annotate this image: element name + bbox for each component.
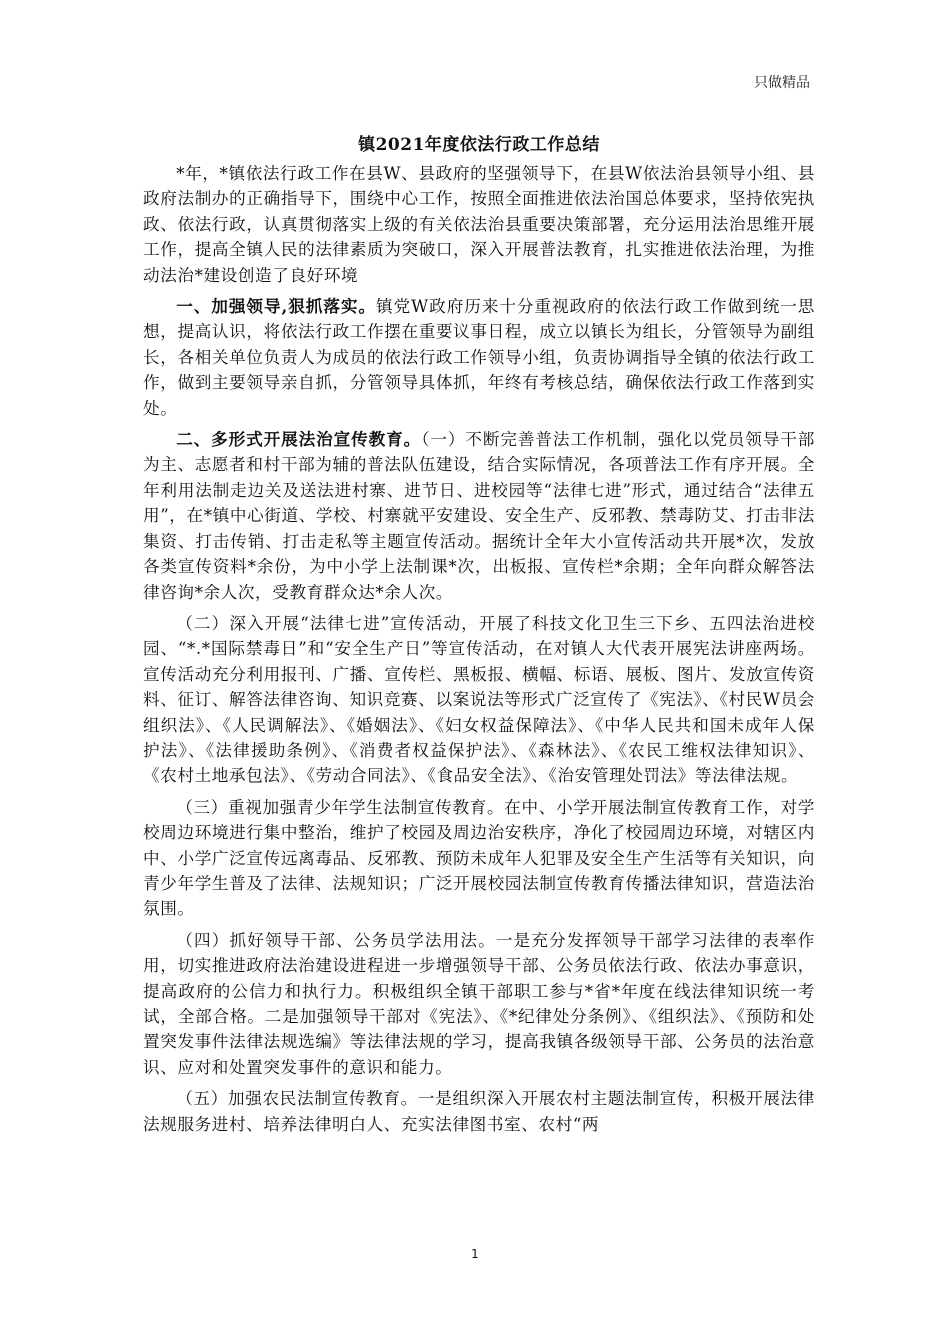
paragraph-text: *年，*镇依法行政工作在县W、县政府的坚强领导下，在县W依法治县领导小组、县政府法制办的正确指导下，围绕中心工作，按照全面推进依法治国总体要求，坚持依宪执政、依法行政，认真贯彻落实上级的有关依法治县重要决策部署，充分运用法治思维开展工作，提高全镇人民的法律素质为突破口，深入开展普法教育，扎实推进依法治理，为推动法治*建设创造了良好环境: [143, 164, 815, 285]
paragraph-text: 镇党W政府历来十分重视政府的依法行政工作做到统一思想，提高认识，将依法行政工作摆在重要议事日程，成立以镇长为组长，分管领导为副组长，各相关单位负责人为成员的依法行政工作领导小组，负责协调指导全镇的依法行政工作，做到主要领导亲自抓，分管领导具体抓，年终有考核总结，确保依法行政工作落到实处。: [143, 297, 815, 418]
paragraph-section-1: [143, 294, 815, 421]
paragraph-text: （四）抓好领导干部、公务员学法用法。一是充分发挥领导干部学习法律的表率作用，切实推进政府法治建设进程进一步增强领导干部、公务员依法行政、依法办事意识，提高政府的公信力和执行力。积极组织全镇干部职工参与*省*年度在线法律知识统一考试，全部合格。二是加强领导干部对《宪法》、《*纪律处分条例》、《组织法》、《预防和处置突发事件法律法规选编》等法律法规的学习，提高我镇各级领导干部、公务员的法治意识、应对和处置突发事件的意识和能力。: [143, 930, 815, 1077]
paragraph-item-3: [143, 795, 815, 922]
paragraph-item-2: [143, 611, 815, 789]
header-note: 只做精品: [754, 75, 810, 91]
paragraph-text: （五）加强农民法制宣传教育。一是组织深入开展农村主题法制宣传，积极开展法律法规服务进村、培养法律明白人、充实法律图书室、农村“两: [143, 1089, 815, 1134]
section-heading: 一、加强领导,狠抓落实。: [176, 296, 377, 317]
section-heading: 二、多形式开展法治宣传教育。: [176, 429, 422, 450]
paragraph-item-5: [143, 1086, 815, 1137]
paragraph-section-2: [143, 427, 815, 605]
paragraph-item-4: [143, 928, 815, 1080]
page-number: 1: [471, 1247, 479, 1261]
paragraph-intro: [143, 161, 815, 288]
document-body: [143, 131, 815, 1143]
paragraph-text: （三）重视加强青少年学生法制宣传教育。在中、小学开展法制宣传教育工作，对学校周边环境进行集中整治，维护了校园及周边治安秩序，净化了校园周边环境，对辖区内中、小学广泛宣传远离毒品、反邪教、预防未成年人犯罪及安全生产生活等有关知识，向青少年学生普及了法律、法规知识；广泛开展校园法制宣传教育传播法律知识，营造法治氛围。: [143, 797, 815, 919]
paragraph-text: （二）深入开展“法律七进”宣传活动，开展了科技文化卫生三下乡、五四法治进校园、“*.*国际禁毒日”和“安全生产日”等宣传活动，在对镇人大代表开展宪法讲座两场。宣传活动充分利用报刊、广播、宣传栏、黑板报、横幅、标语、展板、图片、发放宣传资料、征订、解答法律咨询、知识竞赛、以案说法等形式广泛宣传了《宪法》、《村民W员会组织法》、《人民调解法》、《婚姻法》、《妇女权益保障法》、《中华人民共和国未成年人保护法》、《法律援助条例》、《消费者权益保护法》、《森林法》、《农民工维权法律知识》、《农村土地承包法》、《劳动合同法》、《食品安全法》、《治安管理处罚法》等法律法规。: [143, 613, 815, 786]
document-title: 镇2021年度依法行政工作总结: [358, 135, 600, 155]
paragraph-text: （一）不断完善普法工作机制，强化以党员领导干部为主、志愿者和村干部为辅的普法队伍建设，结合实际情况，各项普法工作有序开展。全年利用法制走边关及送法进村寨、进节日、进校园等“法律七进”形式，通过结合“法律五用”，在*镇中心街道、学校、村寨就平安建设、安全生产、反邪教、禁毒防艾、打击非法集资、打击传销、打击走私等主题宣传活动。据统计全年大小宣传活动共开展*次，发放各类宣传资料*余份，为中小学上法制课*次，出板报、宣传栏*余期；全年向群众解答法律咨询*余人次，受教育群众达*余人次。: [143, 430, 815, 602]
